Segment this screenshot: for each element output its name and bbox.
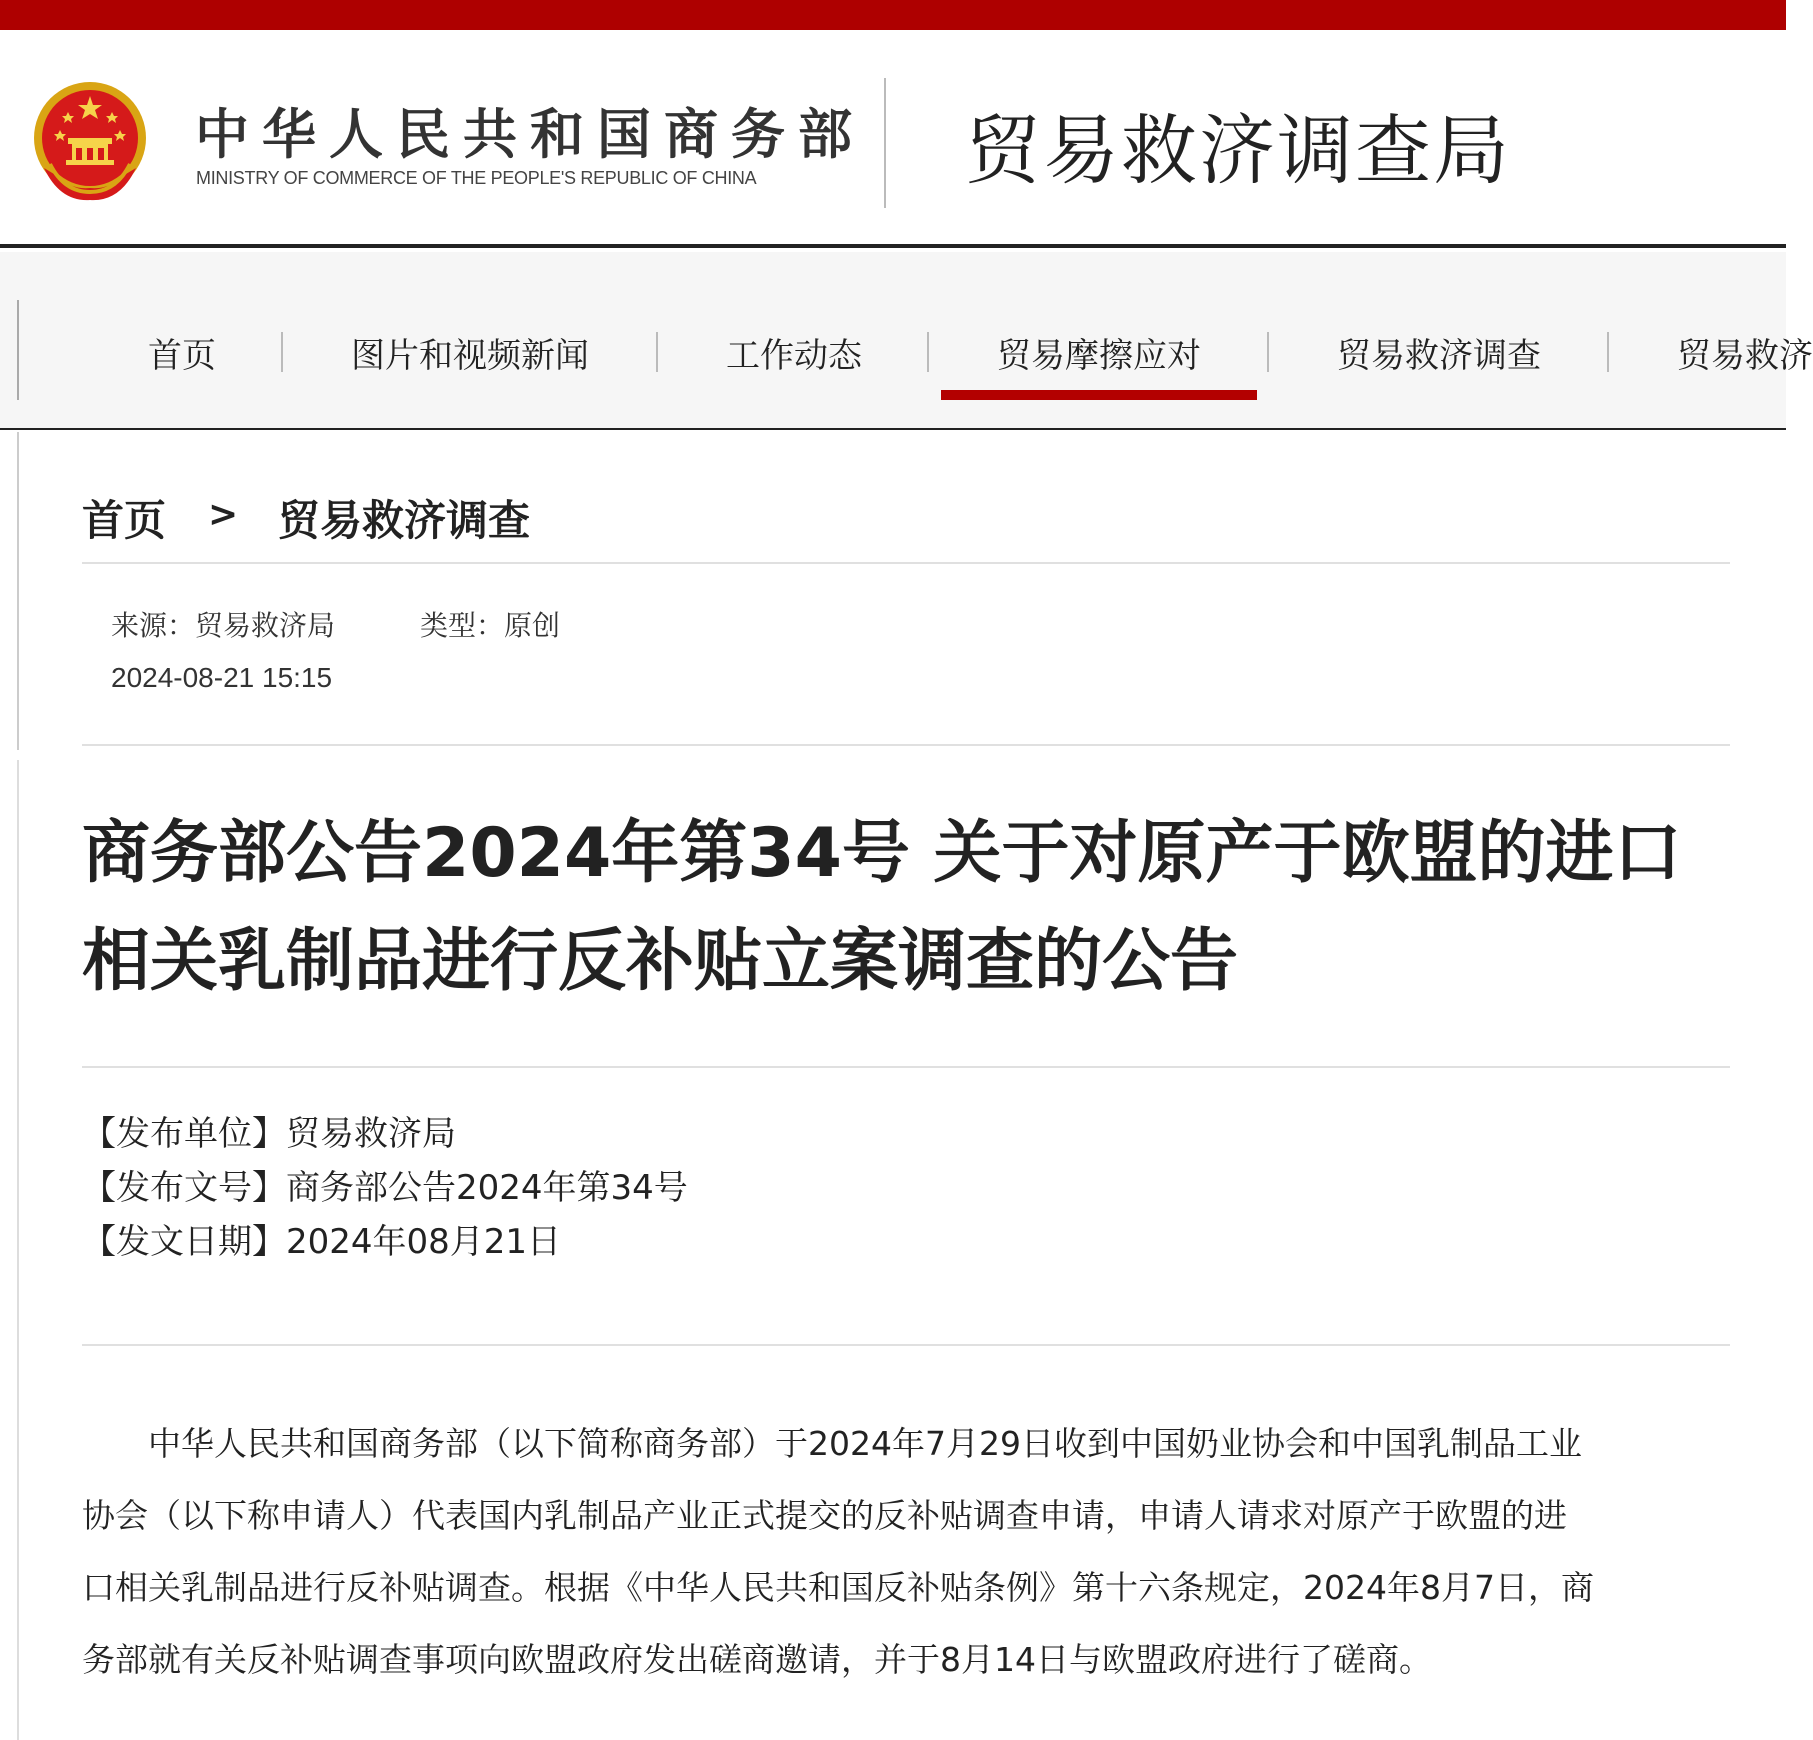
nav-separator [927, 332, 929, 372]
nav-item-trade-friction[interactable]: 贸易摩擦应对 [997, 336, 1201, 376]
ministry-name-en: MINISTRY OF COMMERCE OF THE PEOPLE'S REPUBLIC OF CHINA [196, 168, 757, 188]
content-left-border [17, 760, 19, 1740]
article-body [82, 1408, 1722, 1696]
info-publisher-label: 【发布单位】 [82, 1114, 286, 1154]
info-publisher-value: 贸易救济局 [286, 1114, 456, 1154]
ministry-name-cn: 中华人民共和国商务部 [195, 103, 865, 166]
info-document-number [82, 1160, 688, 1209]
info-document-number-value: 商务部公告2024年第34号 [286, 1168, 688, 1208]
bureau-title[interactable]: 贸易救济调查局 [965, 106, 1511, 195]
divider [82, 1066, 1730, 1068]
national-emblem-icon[interactable] [30, 78, 150, 206]
article-body-line: 中华人民共和国商务部（以下简称商务部）于2024年7月29日收到中国奶业协会和中国乳制品工业 [82, 1424, 1582, 1463]
content-left-border [17, 432, 19, 750]
nav-item-home[interactable]: 首页 [148, 336, 216, 376]
article-title-line: 相关乳制品进行反补贴立案调查的公告 [82, 922, 1239, 1001]
meta-source-value: 贸易救济局 [195, 609, 336, 642]
breadcrumb-home-link[interactable]: 首页 [82, 496, 167, 545]
main-nav [0, 252, 1813, 430]
nav-separator [281, 332, 283, 372]
meta-type [420, 604, 560, 644]
breadcrumb-current-link[interactable]: 贸易救济调查 [278, 496, 531, 545]
divider [82, 744, 1730, 746]
site-header [0, 30, 1786, 248]
nav-separator [1607, 332, 1609, 372]
meta-source [111, 604, 335, 644]
meta-type-value: 原创 [504, 609, 561, 642]
header-divider [884, 78, 886, 208]
nav-item-trade-remedy-investigation[interactable]: 贸易救济调查 [1337, 336, 1541, 376]
nav-left-divider [17, 300, 19, 400]
breadcrumb-separator: > [208, 494, 239, 535]
nav-item-work-news[interactable]: 工作动态 [726, 336, 862, 376]
article-body-line: 协会（以下称申请人）代表国内乳制品产业正式提交的反补贴调查申请，申请人请求对原产于欧盟的进 [82, 1496, 1567, 1535]
meta-source-label: 来源： [111, 609, 196, 642]
meta-type-label: 类型： [420, 609, 505, 642]
article-title [82, 800, 1732, 1016]
info-issue-date-value: 2024年08月21日 [286, 1222, 562, 1262]
info-issue-date [82, 1214, 561, 1263]
divider [82, 562, 1730, 564]
nav-separator [1267, 332, 1269, 372]
top-red-band [0, 0, 1786, 30]
nav-separator [656, 332, 658, 372]
article-title-line: 商务部公告2024年第34号 关于对原产于欧盟的进口 [82, 814, 1682, 893]
info-issue-date-label: 【发文日期】 [82, 1222, 286, 1262]
article-body-line: 务部就有关反补贴调查事项向欧盟政府发出磋商邀请，并于8月14日与欧盟政府进行了磋商。 [82, 1640, 1432, 1679]
meta-datetime: 2024-08-21 15:15 [111, 662, 333, 693]
nav-item-trade-remedy[interactable]: 贸易救济 [1677, 336, 1813, 376]
nav-item-photo-video-news[interactable]: 图片和视频新闻 [351, 336, 589, 376]
info-publisher [82, 1106, 456, 1155]
article-body-line: 口相关乳制品进行反补贴调查。根据《中华人民共和国反补贴条例》第十六条规定，2024年8月7日，商 [82, 1568, 1594, 1607]
info-document-number-label: 【发布文号】 [82, 1168, 286, 1208]
divider [82, 1344, 1730, 1346]
nav-active-indicator [941, 390, 1257, 400]
